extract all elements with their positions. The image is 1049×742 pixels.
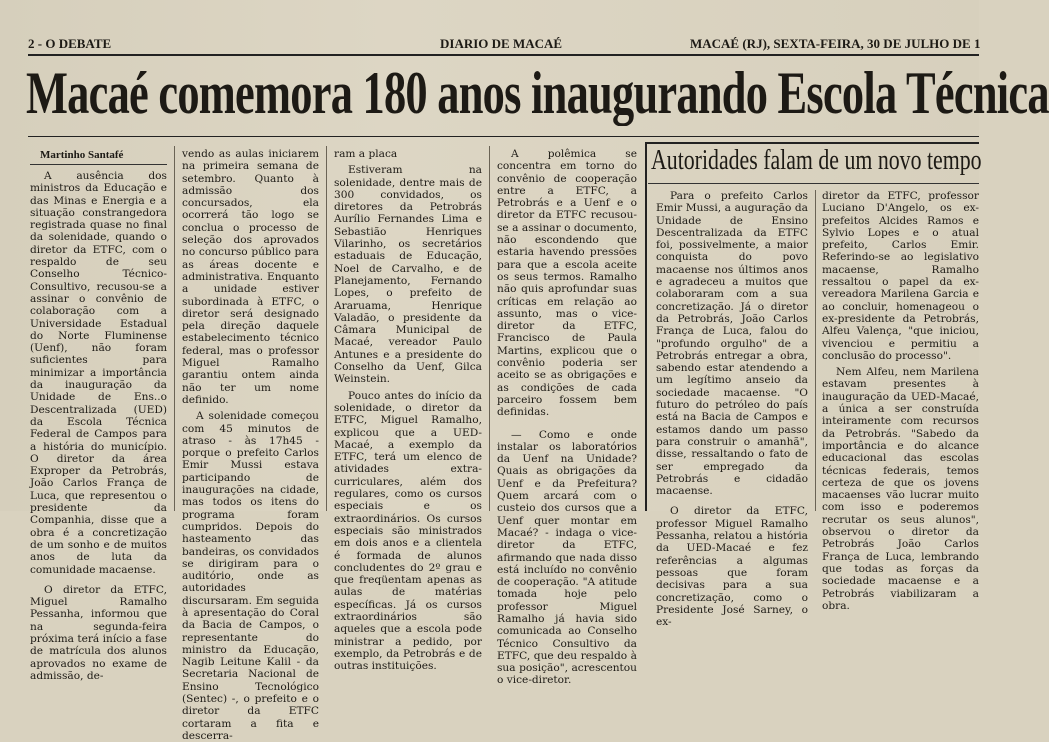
paragraph: O diretor da ETFC, professor Miguel Ramalho Pessanha, relatou a história da UED-Macaé e fez referências a algumas pessoas que foram decisivas para a sua concretização, como o Presidente José Sarney, o ex- — [656, 505, 808, 629]
column-divider — [815, 190, 816, 511]
headline-rule — [28, 136, 979, 137]
paragraph: A ausência dos ministros da Educação e das Minas e Energia e a situação constrangedora registrada quase no final da solenidade, quando o diretor da ETFC, com o respaldo de seu Conselho Técnico-Consultivo, recusou-se a assinar o convênio de colaboração com a Universidade Estadual do Norte Fluminense (Uenf), não foram suficientes para minimizar a importância da inauguração da Unidade de Ens..o Descentralizada (UED) da Escola Técnica Federal de Campos para a história do município. O diretor da área Exproper da Petrobrás, João Carlos França de Luca, que representou o presidente da Companhia, disse que a obra é a concretização de um sonho e de muitos anos de luta da comunidade macaense. — [30, 170, 167, 576]
paragraph: A polêmica se concentra em torno do convênio de cooperação entre a ETFC, a Petrobrás e a Uenf e o diretor da ETFC recusou-se a assinar o documento, não escondendo que estaria havendo pressões para que a escola aceite os seus termos. Ramalho não quis aprofundar suas críticas em relação ao assunto, mas o vice-diretor da ETFC, Francisco de Paula Martins, explicou que o convênio poderia ser aceito se as obrigações e as condições de cada parceiro fossem bem definidas. — [497, 148, 637, 419]
paragraph: — Como e onde instalar os laboratórios da Uenf na Unidade? Quais as obrigações da Uenf e da Prefeitura? Quem arcará com o custeio dos cursos que a Uenf quer montar em Macaé? - indaga o vice-diretor da ETFC, afirmando que nada disso está incluído no convênio de cooperação. "A atitude tomada hoje pelo professor Miguel Ramalho já havia sido comunicada ao Conselho Técnico Consultivo da ETFC, que deu respaldo à sua posição", acrescentou o vice-diretor. — [497, 428, 637, 687]
paragraph: O diretor da ETFC, Miguel Ramalho Pessanha, informou que na segunda-feira próxima terá início a fase de matrícula dos alunos aprovados no exame de admissão, de- — [30, 583, 167, 682]
paragraph: ram a placa — [334, 148, 398, 160]
box-border-left — [645, 142, 647, 511]
box-column-2 — [822, 190, 979, 612]
box-title-rule — [648, 183, 979, 184]
article-column-1 — [30, 170, 167, 682]
paragraph: A solenidade começou com 45 minutos de atraso - às 17h45 - porque o prefeito Carlos Emir Mussi estava participando de inaugurações na cidade, mas todos os itens do programa foram cumpridos. Depois do hasteamento das bandeiras, os convidados se dirigiram para o auditório, onde as autoridades discursaram. Em seguida à apresentação do Coral da Bacia de Campos, o representante do ministro da Educação, Nagib Leitune Kalil - da Secretaria Nacional de Ensino Tecnológico (Sentec) -, o prefeito e o diretor da ETFC cortaram a fita e descerra- — [182, 410, 319, 742]
headline: Macaé comemora 180 anos inaugurando Escola Técnica — [26, 60, 1049, 126]
box-title: Autoridades falam de um novo tempo — [651, 145, 982, 176]
top-rule — [28, 54, 979, 56]
page-label: 2 - O DEBATE — [28, 36, 112, 51]
paragraph: Nem Alfeu, nem Marilena estavam presentes à inauguração da UED-Macaé, a única a ser construída inteiramente com recursos da Petrobrás. "Sabedo da importância e do alcance educacional das escolas técnicas federais, temos certeza de que os jovens macaenses vão lucrar muito com isso e poderemos recrutar os seus alunos", observou o diretor da Petrobrás João Carlos França de Luca, lembrando que todas as forças da sociedade macaense e a Petrobrás viabilizaram a obra. — [822, 366, 979, 612]
article-column-4 — [497, 148, 637, 687]
paragraph: vendo as aulas iniciarem na primeira semana de setembro. Quanto à admissão dos concursados, ela ocorrerá tão logo se conclua o processo de seleção dos aprovados no concurso público para as áreas docente e administrativa. Enquanto a unidade estiver subordinada à ETFC, o diretor será designado pela direção daquele estabelecimento técnico federal, mas o professor Miguel Ramalho garantiu ontem ainda não ter um nome definido. — [182, 148, 319, 406]
column-divider — [489, 146, 490, 511]
article-column-3 — [334, 148, 482, 673]
paragraph: diretor da ETFC, professor Luciano D'Angelo, os ex-prefeitos Alcides Ramos e Sylvio Lopes e o atual prefeito, Carlos Emir. Referindo-se ao legislativo macaense, Ramalho ressaltou o papel da ex-vereadora Marilena Garcia e ao concluir, homenageou o ex-presidente da Petrobrás, Alfeu Valença, "que iniciou, vivenciou e permitiu a conclusão do processo". — [822, 190, 979, 362]
column-divider — [326, 146, 327, 511]
paragraph: Pouco antes do início da solenidade, o diretor da ETFC, Miguel Ramalho, explicou que a UED-Macaé, a exemplo da ETFC, terá um elenco de atividades extra-curriculares, além dos regulares, como os cursos especiais e os extraordinários. Os cursos especiais são ministrados em dois anos e a clientela é formada de alunos concludentes do 2º grau e que freqüentam apenas as aulas de matérias específicas. Já os cursos extraordinários são aqueles que a escola pode ministrar a pedido, por exemplo, da Petrobrás e de outras instituições. — [334, 389, 482, 673]
paragraph: Estiveram na solenidade, dentre mais de 300 convidados, os diretores da Petrobrás Aurílio Fernandes Lima e Sebastião Henriques Vilarinho, os secretários estaduais de Educação, Noel de Carvalho, e de Planejamento, Fernando Lopes, o prefeito de Araruama, Henrique Valadão, o presidente da Câmara Municipal de Macaé, vereador Paulo Antunes e a presidente do Conselho da Uenf, Gilca Weinstein. — [334, 164, 482, 386]
running-head — [0, 36, 979, 52]
box-column-1 — [656, 190, 808, 629]
column-divider — [174, 146, 175, 511]
article-column-2 — [182, 148, 319, 742]
paragraph: Para o prefeito Carlos Emir Mussi, a auguração da Unidade de Ensino Descentralizada da ETFC foi, possivelmente, a maior conquista do povo macaense nos últimos anos e agradeceu a muitos que colaboraram com a sua concretização. Já o diretor da Petrobrás, João Carlos França de Luca, falou do "profundo orgulho" de a Petrobrás entregar a obra, sabendo estar atendendo a um legítimo anseio da sociedade macaense. "O futuro do petróleo do país está na Bacia de Campos e estamos dando um passo para construir o amanhã", disse, ressaltando o fato de ser empregado da Petrobrás e cidadão macaense. — [656, 190, 808, 498]
date-line: MACAÉ (RJ), SEXTA-FEIRA, 30 DE JULHO DE 1 — [690, 36, 981, 51]
paper-name: DIARIO DE MACAÉ — [440, 36, 563, 51]
byline-rule — [30, 164, 167, 165]
byline: Martinho Santafé — [40, 149, 124, 161]
